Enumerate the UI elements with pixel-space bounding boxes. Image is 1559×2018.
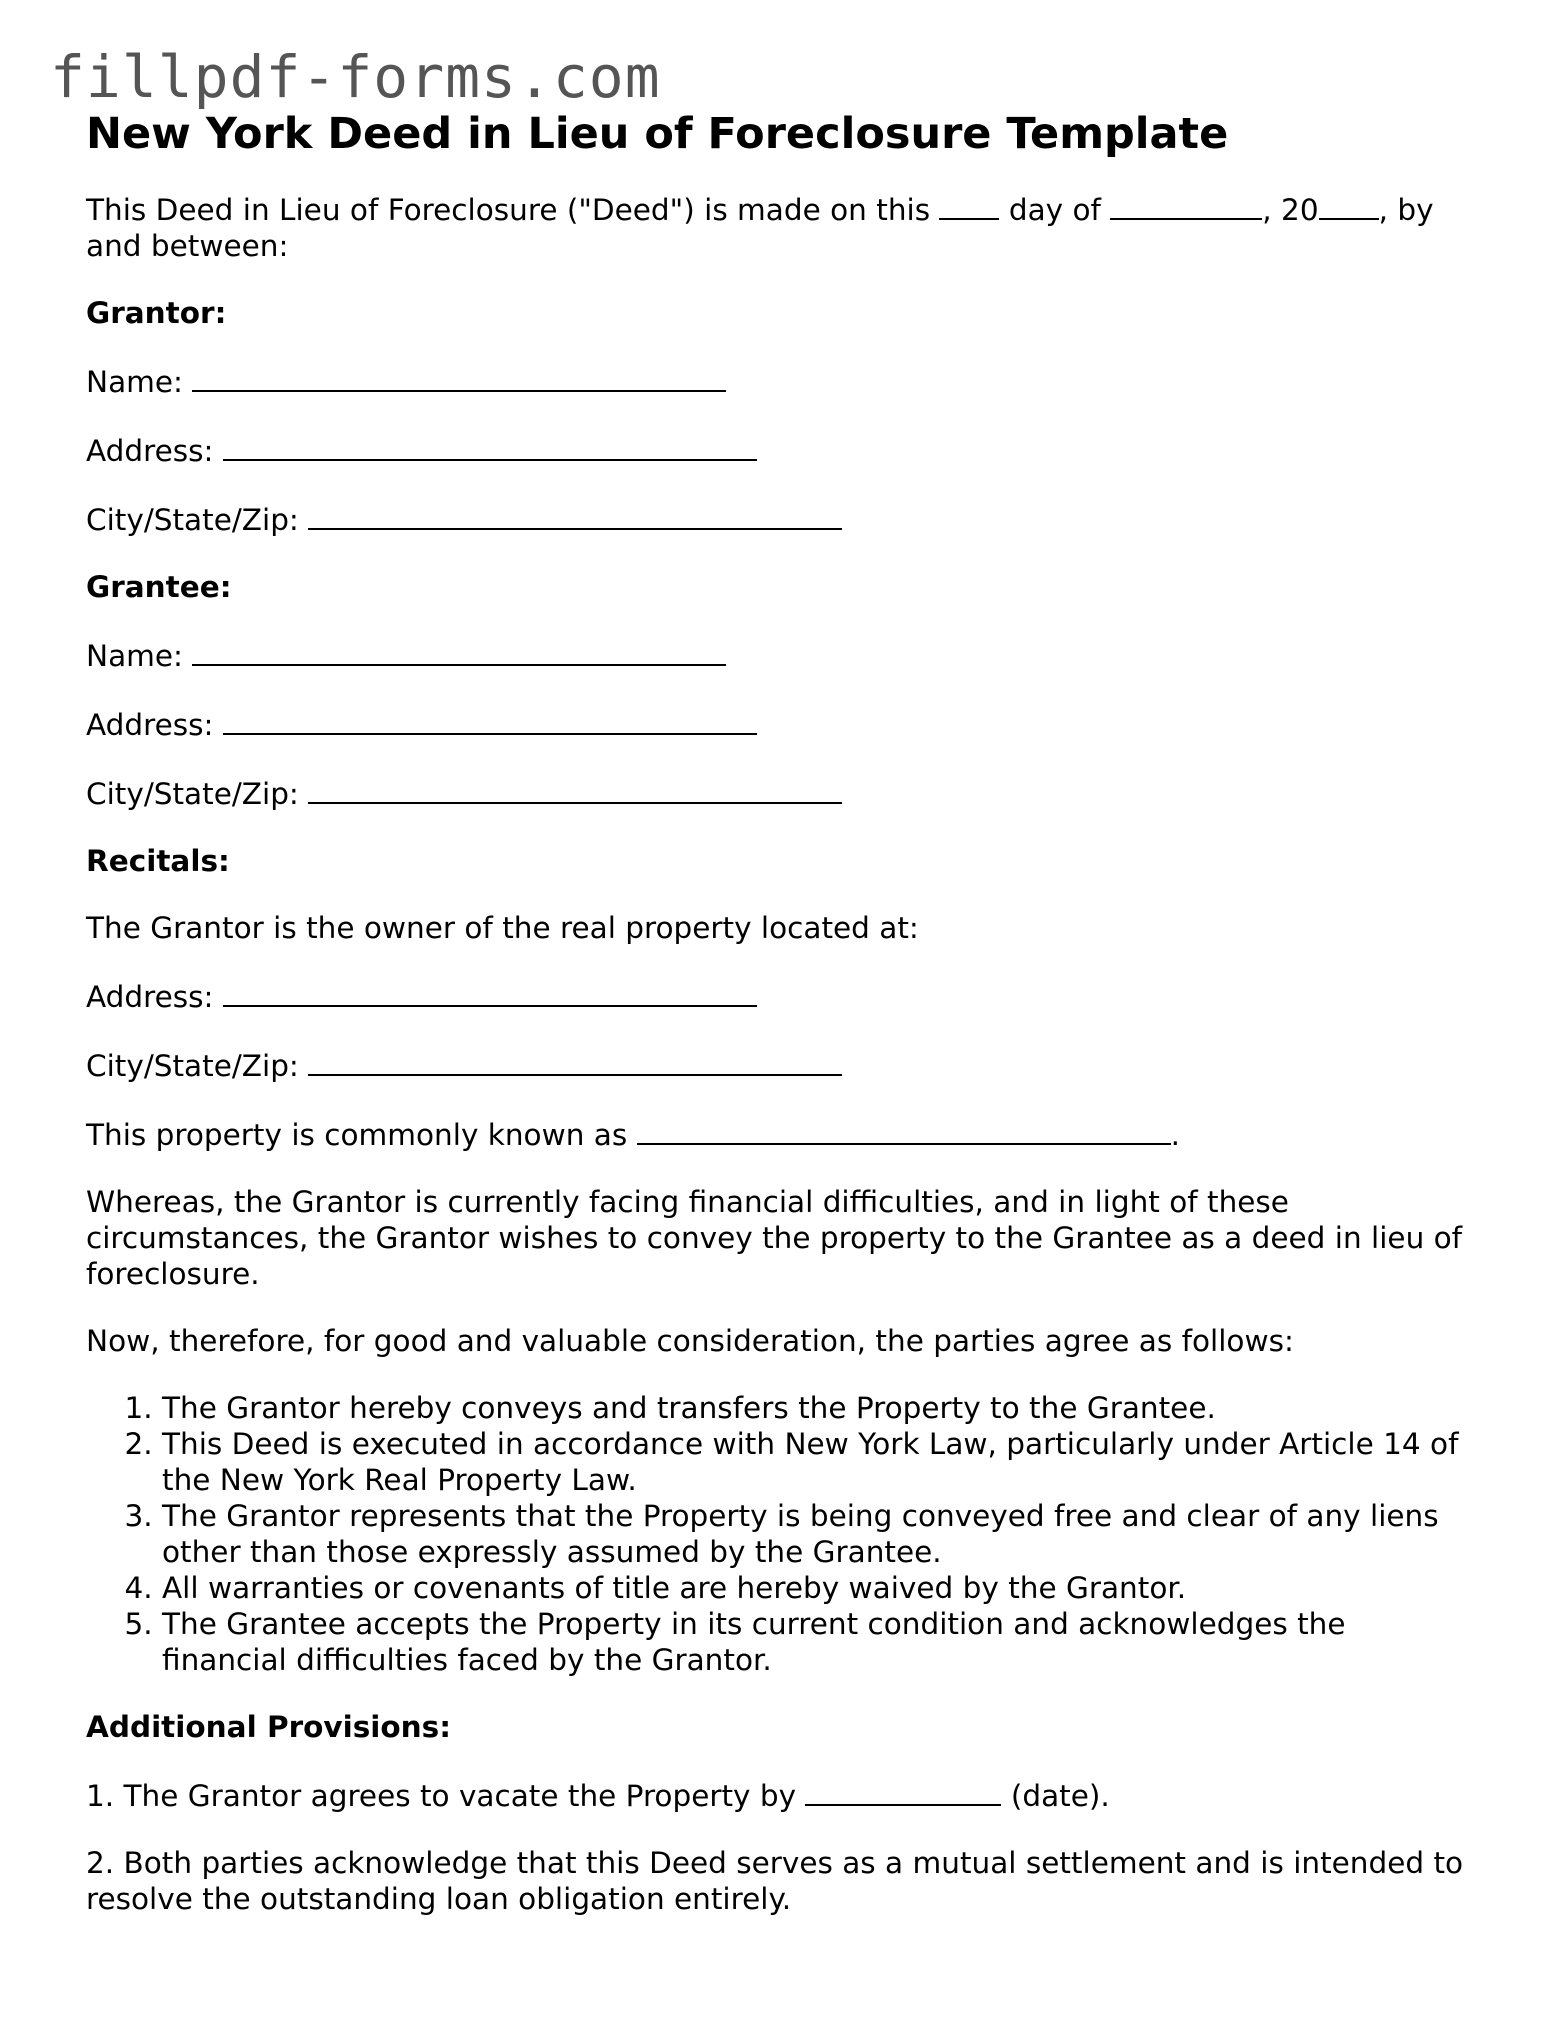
property-address-label: Address:	[86, 980, 223, 1014]
list-item: 4. All warranties or covenants of title are hereby waived by the Grantor.	[162, 1570, 1476, 1606]
watermark-logo: fillpdf-forms.com	[50, 43, 661, 111]
whereas-paragraph: Whereas, the Grantor is currently facing financial difficulties, and in light of these circumstances, the Grantor wishes to convey the property to the Grantee as a deed in lieu of foreclosure.	[86, 1185, 1463, 1291]
property-city-row	[86, 1046, 1476, 1084]
grantor-city-row	[86, 500, 1476, 538]
grantee-address-blank[interactable]	[223, 705, 757, 735]
document-title: New York Deed in Lieu of Foreclosure Template	[86, 109, 1229, 159]
property-address-blank[interactable]	[223, 977, 757, 1007]
grantee-city-blank[interactable]	[308, 774, 842, 804]
intro-text-1: This Deed in Lieu of Foreclosure ("Deed") is made on this	[86, 193, 940, 227]
year-blank[interactable]	[1319, 190, 1379, 220]
provision-1-text: 1. The Grantor agrees to vacate the Property by	[86, 1779, 806, 1813]
provision-1	[86, 1776, 1476, 1814]
intro-text-3: , 20	[1262, 193, 1319, 227]
grantee-address-label: Address:	[86, 708, 223, 742]
known-as-end: .	[1170, 1118, 1181, 1152]
known-as-label: This property is commonly known as	[86, 1118, 637, 1152]
grantee-address-row	[86, 705, 1476, 743]
grantor-city-blank[interactable]	[308, 500, 842, 530]
additional-provisions-heading: Additional Provisions:	[86, 1710, 452, 1744]
list-item: 3. The Grantor represents that the Property is being conveyed free and clear of any liens other than those expressly assumed by the Grantee.	[162, 1498, 1476, 1570]
intro-paragraph	[86, 190, 1476, 264]
grantee-name-blank[interactable]	[192, 636, 726, 666]
provision-1-end: (date).	[1001, 1779, 1110, 1813]
day-blank[interactable]	[939, 190, 999, 220]
known-as-row	[86, 1115, 1476, 1153]
deed-document	[86, 108, 1476, 1948]
list-item: 5. The Grantee accepts the Property in its current condition and acknowledges the financial difficulties faced by the Grantor.	[162, 1606, 1476, 1678]
grantor-city-label: City/State/Zip:	[86, 503, 309, 537]
list-item: 2. This Deed is executed in accordance with New York Law, particularly under Article 14 of the New York Real Property Law.	[162, 1426, 1476, 1498]
grantee-city-row	[86, 774, 1476, 812]
grantor-name-row	[86, 362, 1476, 400]
grantor-address-label: Address:	[86, 434, 223, 468]
month-blank[interactable]	[1110, 190, 1262, 220]
now-therefore-paragraph: Now, therefore, for good and valuable consideration, the parties agree as follows:	[86, 1324, 1294, 1358]
list-item: 1. The Grantor hereby conveys and transfers the Property to the Grantee.	[162, 1390, 1476, 1426]
grantee-city-label: City/State/Zip:	[86, 777, 309, 811]
grantee-heading: Grantee:	[86, 570, 232, 604]
terms-list	[86, 1390, 1476, 1678]
grantor-heading: Grantor:	[86, 296, 227, 330]
provision-2: 2. Both parties acknowledge that this Deed serves as a mutual settlement and is intended to resolve the outstanding loan obligation entirely.	[86, 1846, 1464, 1916]
intro-text-2: day of	[999, 193, 1111, 227]
property-address-row	[86, 977, 1476, 1015]
grantor-name-blank[interactable]	[192, 362, 726, 392]
grantor-address-blank[interactable]	[223, 431, 757, 461]
property-city-blank[interactable]	[308, 1046, 842, 1076]
intro-text-4: , by and between:	[86, 193, 1434, 263]
grantee-name-label: Name:	[86, 639, 193, 673]
grantee-name-row	[86, 636, 1476, 674]
property-city-label: City/State/Zip:	[86, 1049, 309, 1083]
recitals-heading: Recitals:	[86, 844, 230, 878]
vacate-date-blank[interactable]	[805, 1776, 1001, 1806]
known-as-blank[interactable]	[637, 1115, 1171, 1145]
property-intro: The Grantor is the owner of the real property located at:	[86, 911, 919, 945]
grantor-address-row	[86, 431, 1476, 469]
grantor-name-label: Name:	[86, 365, 193, 399]
